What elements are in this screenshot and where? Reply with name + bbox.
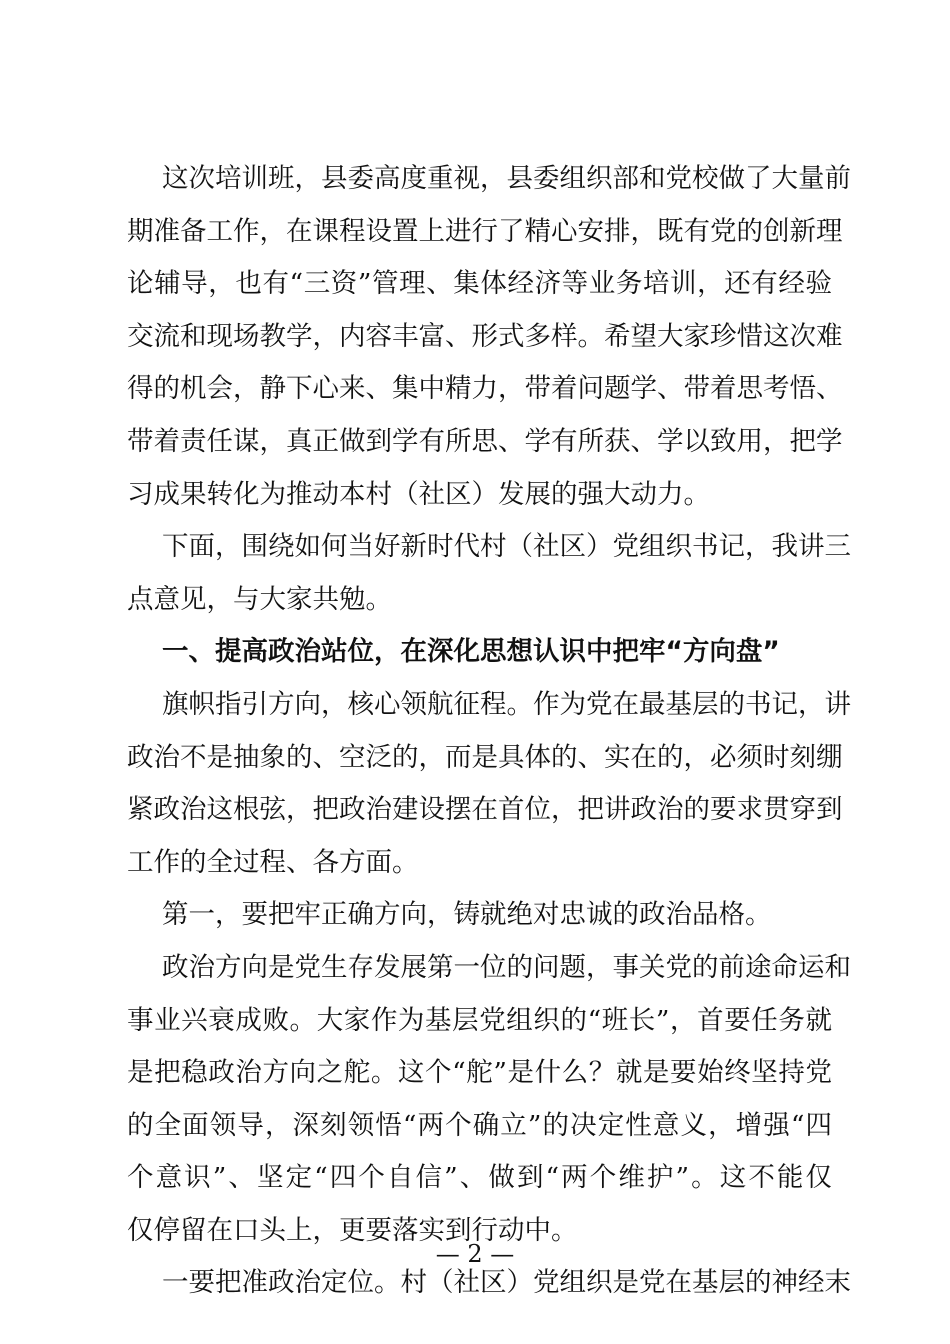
page-number: — 2 — [435,1240,515,1268]
text-line: 带着责任谋，真正做到学有所思、学有所获、学以致用，把学 [127,425,843,457]
text-line: 得的机会，静下心来、集中精力，带着问题学、带着思考悟、 [127,373,843,405]
text-line: 这次培训班，县委高度重视，县委组织部和党校做了大量前 [162,163,851,194]
text-line: 期准备工作，在课程设置上进行了精心安排，既有党的创新理 [127,215,843,247]
text-line: 工作的全过程、各方面。 [127,846,419,878]
text-line: 政治方向是党生存发展第一位的问题，事关党的前途命运和 [162,951,851,983]
text-line: 旗帜指引方向，核心领航征程。作为党在最基层的书记，讲 [162,688,851,720]
text-line: 的全面领导，深刻领悟“两个确立”的决定性意义，增强“四 [127,1109,832,1141]
text-line: 仅停留在口头上，更要落实到行动中。 [127,1214,578,1246]
text-line: 政治不是抽象的、空泛的，而是具体的、实在的，必须时刻绷 [127,741,843,773]
text-line: 个意识”、坚定“四个自信”、做到“两个维护”。这不能仅 [127,1162,832,1194]
text-line: 紧政治这根弦，把政治建设摆在首位，把讲政治的要求贯穿到 [127,794,843,826]
section-heading-1 [127,626,832,679]
text-line: 习成果转化为推动本村（社区）发展的强大动力。 [127,478,710,510]
text-line: 点意见，与大家共勉。 [127,583,392,615]
text-line: 交流和现场教学，内容丰富、形式多样。希望大家珍惜这次难 [127,320,843,352]
paragraph-first-point [127,889,832,942]
text-line: 论辅导，也有“三资”管理、集体经济等业务培训，还有经验 [127,268,832,300]
text-line: 事业兴衰成败。大家作为基层党组织的“班长”，首要任务就 [127,1004,832,1036]
document-body [127,153,851,1310]
text-line: 是把稳政治方向之舵。这个“舵”是什么？就是要始终坚持党 [127,1057,832,1089]
text-line: 第一，要把牢正确方向，铸就绝对忠诚的政治品格。 [162,899,772,931]
paragraph-three-points [127,521,851,626]
paragraph-training-intro [127,153,851,521]
text-line: 一要把准政治定位。村（社区）党组织是党在基层的神经末 [162,1267,851,1299]
text-line: 下面，围绕如何当好新时代村（社区）党组织书记，我讲三 [162,531,851,563]
paragraph-political-direction [127,942,851,1258]
section-heading-line: 一、提高政治站位，在深化思想认识中把牢“方向盘” [162,636,780,668]
paragraph-flag-guidance [127,679,851,889]
